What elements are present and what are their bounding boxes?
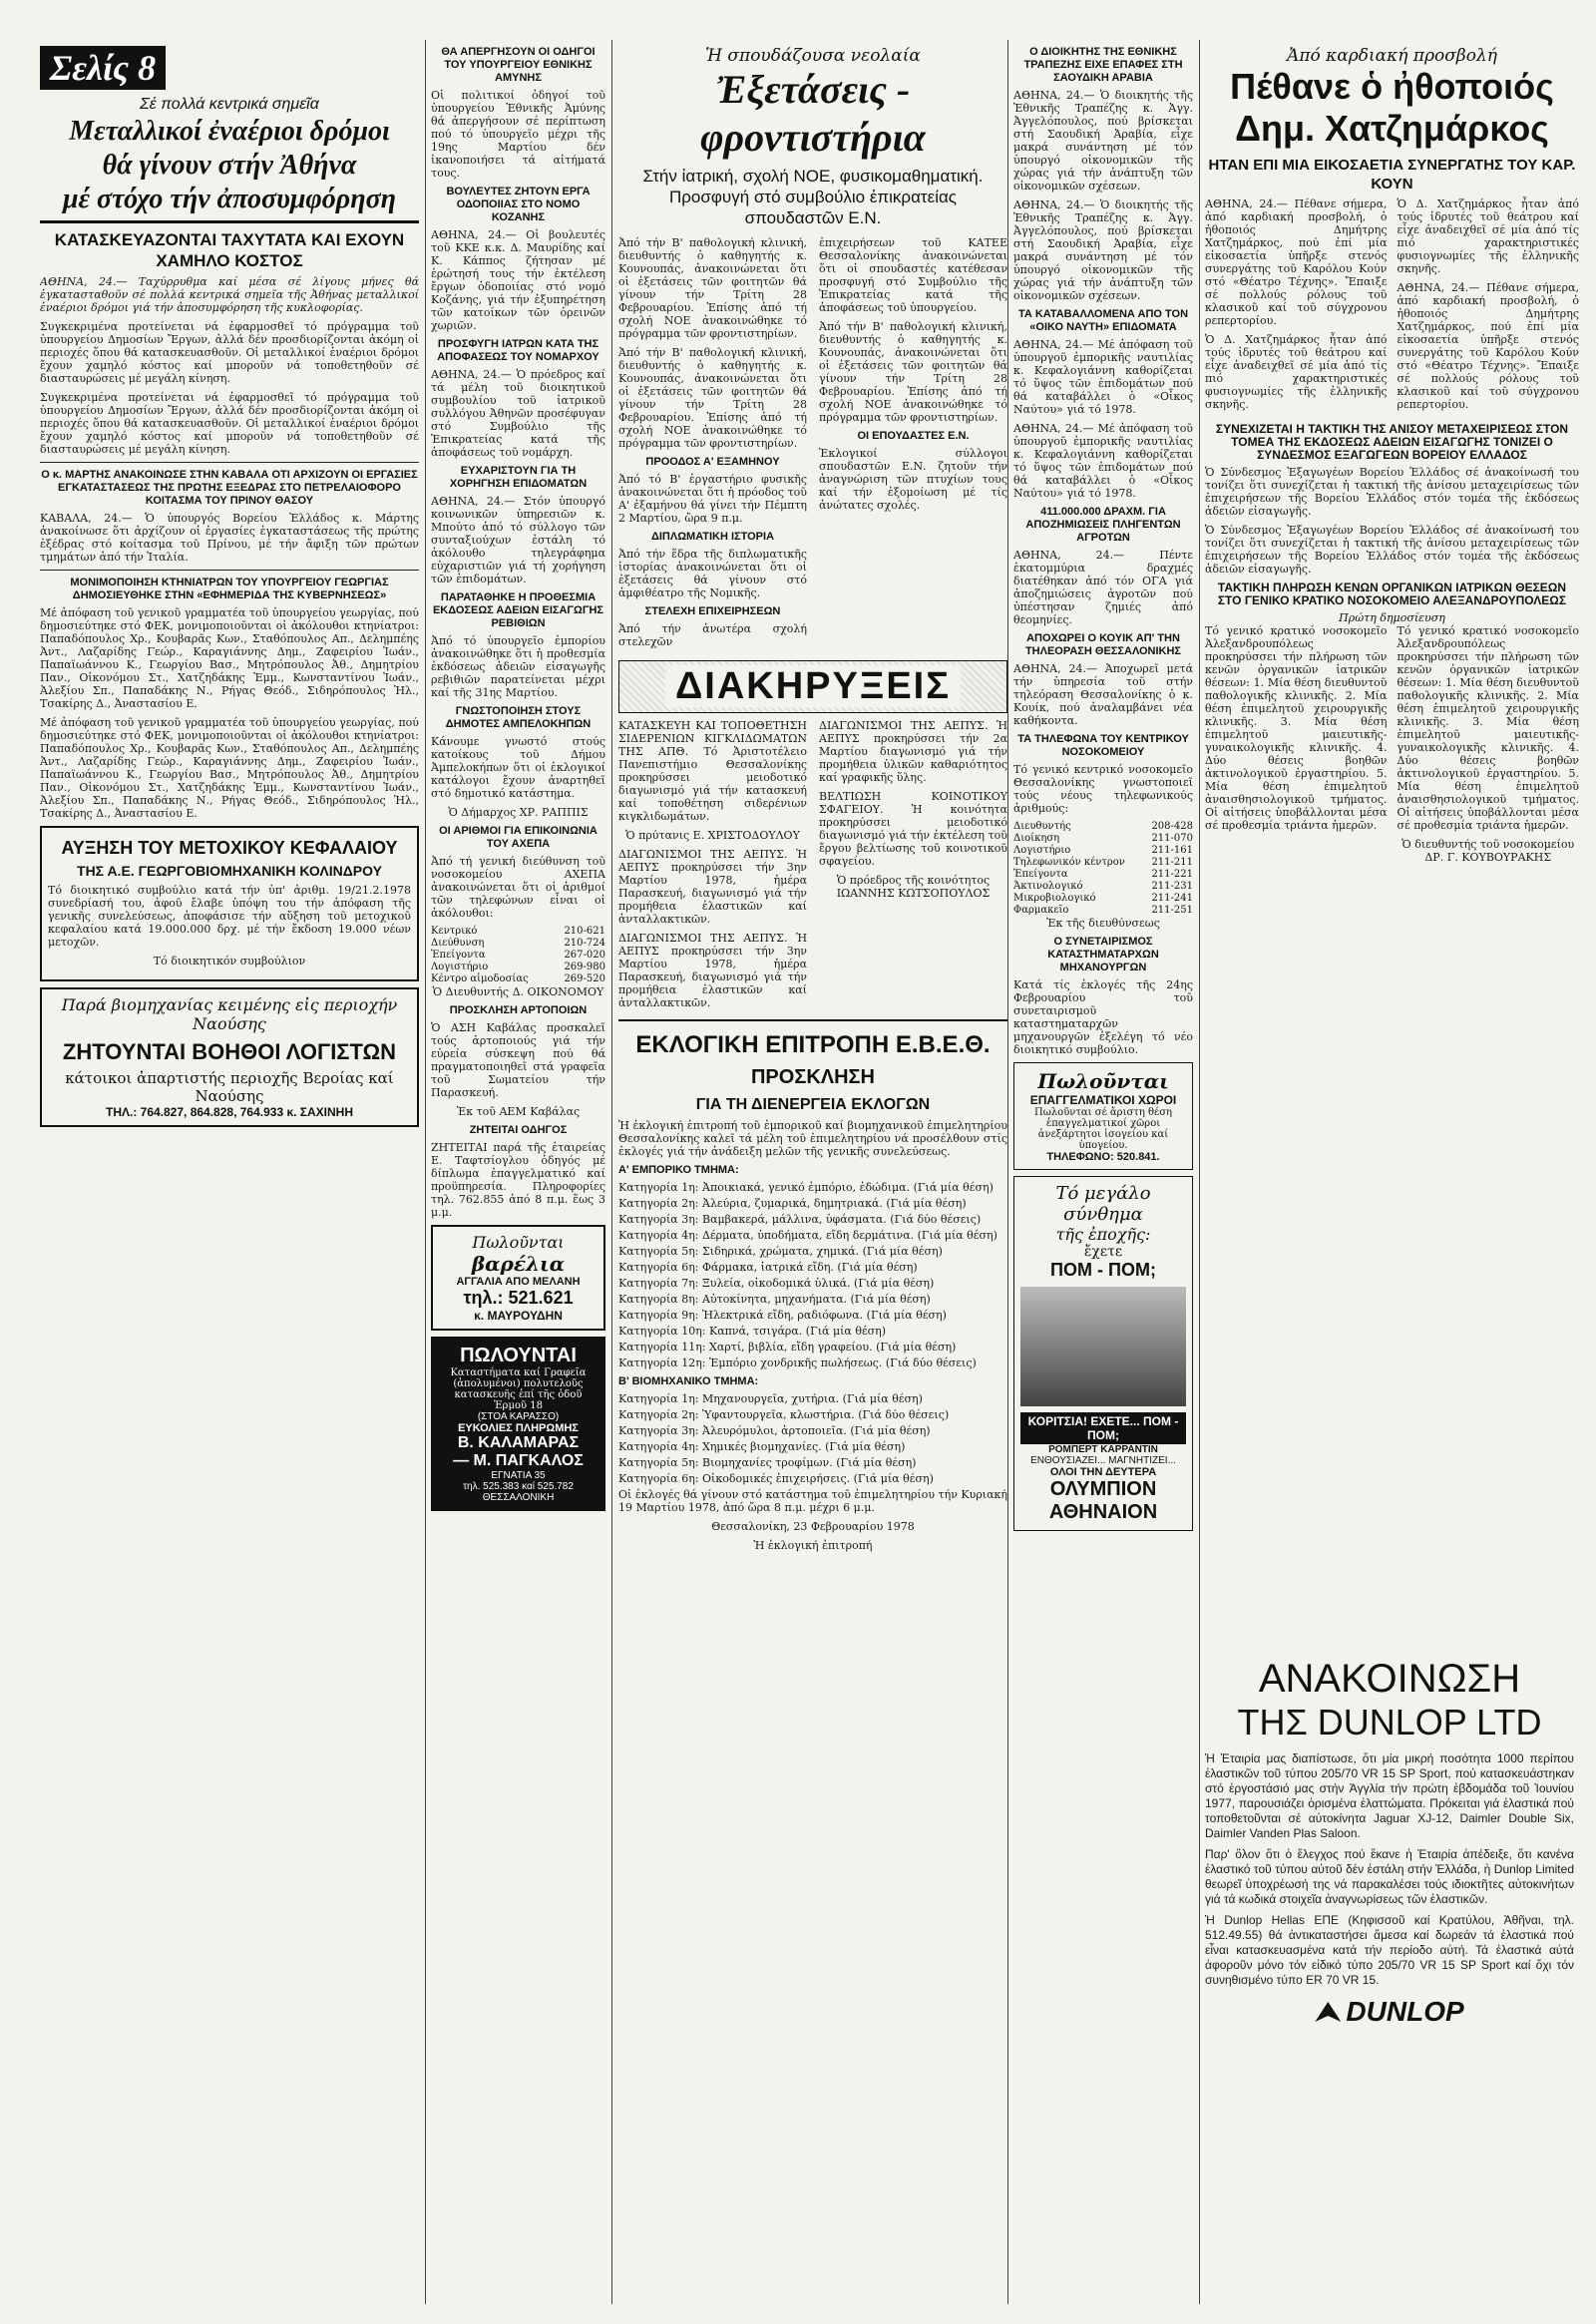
banner-text: ΔΙΑΚΗΡΥΞΕΙΣ	[665, 665, 961, 707]
phone-number: 210-621	[564, 926, 605, 937]
category-item: Κατηγορία 9η: Ἠλεκτρικά εἴδη, ραδιόφωνα. (Γιά μία θέση)	[618, 1309, 947, 1322]
ad-phone: τηλ. 525.383 καί 525.782	[463, 1481, 574, 1492]
ad-body: Τό διοικητικό συμβούλιο κατά τήν ὑπ' ἀριθμ. 19/21.2.1978 συνεδρίασή του, ἀφοῦ ἔλαβε ὑπόψη του τήν ἀπόφαση τῆς γενικῆς συνελεύσεως, ἀποφάσισε τήν αὔξηση τοῦ μετοχικοῦ κεφαλαίου κατά 19.000.000 δρχ. μέ τήν ἔκδοση 19.000 νέων μετοχῶν.	[48, 884, 411, 949]
ad-phone: ΤΗΛ.: 764.827, 864.828, 764.933 κ. ΣΑΧΙΝΗΗ	[105, 1105, 354, 1119]
notice-sign: Ἡ ἐκλογική ἐπιτροπή	[753, 1539, 873, 1552]
phone-row	[1013, 845, 1193, 857]
phone-label: Ἀκτινολογικό	[1013, 881, 1083, 892]
category-list	[618, 1392, 1007, 1485]
ad-line: ΕΓΝΑΤΙΑ 35	[491, 1470, 546, 1481]
ad-line: ΡΟΜΠΕΡΤ ΚΑΡΡΑΝΤΙΝ	[1048, 1444, 1158, 1455]
phone-row	[1013, 833, 1193, 845]
phone-number: 211-251	[1151, 905, 1193, 916]
ad-line: — Μ. ΠΑΓΚΑΛΟΣ	[453, 1452, 584, 1469]
headline-line: Μεταλλικοί ἐναέριοι δρόμοι	[69, 116, 390, 147]
headline-line: Πέθανε ὁ ἠθοποιός	[1230, 66, 1554, 107]
headline-line: Δημ. Χατζημάρκος	[1235, 108, 1549, 149]
story-body: Τό γενικό κρατικό νοσοκομεῖο Ἀλεξανδρουπόλεως προκηρύσσει τήν πλήρωση τῶν κενῶν ὀργανικῶν ἰατρικῶν θέσεων: 1. Μία θέση διευθυντοῦ παθολογικῆς κλινικῆς. 2. Μία θέση ἐπιμελητοῦ χειρουργικῆς κλινικῆς. 3. Μία θέση ἐπιμελητοῦ μαιευτικῆς-γυναικολογικῆς κλινικῆς. 4. Δύο θέσεις βοηθῶν ἀκτινολογικοῦ ἐργαστηρίου. 5. Μία θέση ἐπιμελητοῦ ἀναισθησιολογικοῦ τμήματος. Οἱ αἰτήσεις ὑποβάλλονται μέσα σέ προθεσμία τριάντα ἡμερῶν.	[1396, 624, 1579, 832]
phone-label: Μικροβιολογικό	[1013, 893, 1096, 904]
phone-number: 269-520	[564, 973, 605, 984]
story-headline: ΠΡΟΣΦΥΓΗ ΙΑΤΡΩΝ ΚΑΤΑ ΤΗΣ ΑΠΟΦΑΣΕΩΣ ΤΟΥ ΝΟΜΑΡΧΟΥ	[437, 338, 599, 363]
story-body: ΑΘΗΝΑ, 24.— Μέ ἀπόφαση τοῦ ὑπουργοῦ ἐμπορικῆς ναυτιλίας κ. Κεφαλογιάννη καθορίζεται τό ὕψος τῶν ἐπιδομάτων πού θά καταβάλλει ὁ «Οἶκος Ναύτου» γιά τό 1978.	[1013, 338, 1193, 416]
story-headline: ΜΟΝΙΜΟΠΟΙΗΣΗ ΚΤΗΝΙΑΤΡΩΝ ΤΟΥ ΥΠΟΥΡΓΕΙΟΥ ΓΕΩΡΓΙΑΣ ΔΗΜΟΣΙΕΥΘΗΚΕ ΣΤΗΝ «ΕΦΗΜΕΡΙΔΑ ΤΗΣ ΚΥΒΕΡΝΗΣΕΩΣ»	[70, 577, 389, 601]
category-list	[618, 1181, 1007, 1369]
section-heading: ΣΤΕΛΕΧΗ ΕΠΙΧΕΙΡΗΣΕΩΝ	[644, 605, 781, 617]
phone-list	[431, 926, 605, 985]
column-rule	[1199, 40, 1200, 2304]
story-headline: ΖΗΤΕΙΤΑΙ ΟΔΗΓΟΣ	[469, 1124, 568, 1136]
phone-row	[1013, 881, 1193, 893]
sub-column	[1397, 624, 1580, 870]
phone-label: Ἐπείγοντα	[1013, 869, 1068, 880]
phone-number: 211-221	[1151, 869, 1193, 880]
section-body: Ἀπό τήν ἕδρα τῆς διπλωματικῆς ἱστορίας ἀνακοινώνεται ὅτι οἱ ἐξετάσεις θά γίνουν στό ἀμφιθέατρο τῆς Νομικῆς.	[618, 548, 807, 599]
ad-line: ἔχετε	[1083, 1244, 1123, 1260]
phone-row	[431, 950, 605, 962]
ad-line: ΖΗΤΟΥΝΤΑΙ ΒΟΗΘΟΙ ΛΟΓΙΣΤΩΝ	[62, 1039, 397, 1064]
sub-column	[618, 719, 807, 1015]
sub-column	[819, 719, 1007, 1015]
story-body: ΑΘΗΝΑ, 24.— Πέντε ἑκατομμύρια δραχμές διατέθηκαν ἀπό τόν ΟΓΑ γιά ἀποζημιώσεις ἀγροτῶν πού ὑπέστησαν ζημιές ἀπό θεομηνίες.	[1013, 549, 1193, 626]
sub-column	[1205, 197, 1388, 417]
ad-line: ΠΩΛΟΥΝΤΑΙ	[460, 1345, 577, 1366]
divider	[40, 462, 419, 463]
phone-row	[431, 973, 605, 985]
ad-phone: ΤΗΛΕΦΩΝΟ: 520.841.	[1046, 1151, 1160, 1163]
ad-pompom-movie	[1013, 1176, 1193, 1531]
story-body: Κάνουμε γνωστό στούς κατοίκους τοῦ Δήμου Ἀμπελοκήπων ὅτι οἱ ἐκλογικοί κατάλογοι ἔχουν ἀναρτηθεῖ στό δημοτικό κατάστημα.	[431, 735, 605, 800]
story-headline: ΟΙ ΑΡΙΘΜΟΙ ΓΙΑ ΕΠΙΚΟΙΝΩΝΙΑ ΤΟΥ ΑΧΕΠΑ	[439, 825, 598, 850]
ad-line: ΟΛΟΙ ΤΗΝ ΔΕΥΤΕΡΑ	[1049, 1466, 1157, 1478]
ad-line: Β. ΚΑΛΑΜΑΡΑΣ	[457, 1434, 580, 1451]
phone-number: 211-161	[1151, 845, 1193, 856]
story-body: Ὁ ΑΣΗ Καβάλας προσκαλεῖ τούς ἀρτοποιούς γιά τήν εὐρεία σύσκεψη πού θά πραγματοποιηθεῖ στά γραφεῖα τοῦ Σωματείου τήν Παρασκευή.	[431, 1021, 605, 1099]
story-headline: ΘΑ ΑΠΕΡΓΗΣΟΥΝ ΟΙ ΟΔΗΓΟΙ ΤΟΥ ΥΠΟΥΡΓΕΙΟΥ ΕΘΝΙΚΗΣ ΑΜΥΝΗΣ	[441, 46, 596, 84]
category-item: Κατηγορία 7η: Ξυλεία, οἰκοδομικά ὑλικά. (Γιά μία θέση)	[618, 1277, 935, 1290]
ad-barrels	[431, 1225, 605, 1331]
ad-line: κ. ΜΑΥΡΟΥΔΗΝ	[474, 1309, 563, 1323]
story-headline: ΒΟΥΛΕΥΤΕΣ ΖΗΤΟΥΝ ΕΡΓΑ ΟΔΟΠΟΙΙΑΣ ΣΤΟ ΝΟΜΟ ΚΟΖΑΝΗΣ	[446, 186, 591, 223]
subhead: ΚΑΤΑΣΚΕΥΑΖΟΝΤΑΙ ΤΑΧΥΤΑΤΑ ΚΑΙ ΕΧΟΥΝ ΧΑΜΗΛΟ ΚΟΣΤΟΣ	[54, 230, 405, 270]
category-item: Κατηγορία 10η: Καπνά, τσιγάρα. (Γιά μία θέση)	[618, 1325, 887, 1338]
phone-number: 211-211	[1151, 857, 1193, 868]
story-headline: ΠΑΡΑΤΑΘΗΚΕ Η ΠΡΟΘΕΣΜΙΑ ΕΚΔΟΣΕΩΣ ΑΔΕΙΩΝ ΕΙΣΑΓΩΓΗΣ ΡΕΒΙΘΙΩΝ	[432, 591, 604, 629]
category-item: Κατηγορία 2η: Ὑφαντουργεῖα, κλωστήρια. (Γιά δύο θέσεις)	[618, 1408, 950, 1421]
story-body: ΑΘΗΝΑ, 24.— Οἱ βουλευτές τοῦ ΚΚΕ κ.κ. Δ. Μαυρίδης καί Κ. Κάππος ζήτησαν μέ ἐρώτησή τους τήν ἐκτέλεση ἔργων ὁδοποιίας στό νομό Κοζάνης, γιά τήν ἐξυπηρέτηση τῶν κατοίκων τῶν ὀρεινῶν χωριῶν.	[431, 228, 605, 332]
category-item: Κατηγορία 3η: Ἀλευρόμυλοι, ἀρτοποιεῖα. (Γιά μία θέση)	[618, 1424, 931, 1437]
category-item: Κατηγορία 8η: Αὐτοκίνητα, μηχανήματα. (Γιά μία θέση)	[618, 1293, 931, 1306]
category-item: Κατηγορία 4η: Δέρματα, ὑποδήματα, εἴδη δερμάτινα. (Γιά μία θέση)	[618, 1229, 998, 1242]
section-heading: Β' ΒΙΟΜΗΧΑΝΙΚΟ ΤΜΗΜΑ:	[618, 1375, 759, 1387]
story-body: ΖΗΤΕΙΤΑΙ παρά τῆς ἑταιρείας Ε. Ταφτσίογλου ὁδηγός μέ δίπλωμα ἐπαγγελματικό καί προϋπηρεσία. Πληροφορίες τηλ. 762.855 ἀπό 8 π.μ. ἕως 3 μ.μ.	[431, 1141, 605, 1219]
story-headline: Ο ΣΥΝΕΤΑΙΡΙΣΜΟΣ ΚΑΤΑΣΤΗΜΑΤΑΡΧΩΝ ΜΗΧΑΝΟΥΡΓΩΝ	[1047, 936, 1159, 973]
ad-line: ΠΟΜ - ΠΟΜ;	[1050, 1260, 1156, 1280]
ad-title: ΑΝΑΚΟΙΝΩΣΗ	[1258, 1657, 1521, 1701]
story-sign: Ὁ Διευθυντής Δ. ΟΙΚΟΝΟΜΟΥ	[432, 985, 604, 998]
phone-label: Ἐπείγοντα	[431, 950, 486, 961]
phone-label: Διοίκηση	[1013, 833, 1060, 844]
story-sign: Ὁ διευθυντής τοῦ νοσοκομείου ΔΡ. Γ. ΚΟΥΒΟΥΡΑΚΗΣ	[1401, 838, 1575, 864]
story-headline: ΕΥΧΑΡΙΣΤΟΥΝ ΓΙΑ ΤΗ ΧΟΡΗΓΗΣΗ ΕΠΙΔΟΜΑΤΩΝ	[449, 465, 588, 490]
sub-column	[819, 236, 1007, 654]
two-column-body	[1205, 197, 1579, 417]
tender-notice: ΔΙΑΓΩΝΙΣΜΟΙ ΤΗΣ ΑΕΠΥΣ. Ἡ ΑΕΠΥΣ προκηρύσσει τήν 3ην Μαρτίου 1978, ἡμέρα Παρασκευή, διαγωνισμό γιά τήν προμήθεια ἐλαστικῶν καί ἀνταλλακτικῶν.	[618, 848, 807, 926]
column-5	[1205, 46, 1579, 870]
phone-number: 208-428	[1151, 821, 1193, 832]
story-headline: ΓΝΩΣΤΟΠΟΙΗΣΗ ΣΤΟΥΣ ΔΗΜΟΤΕΣ ΑΜΠΕΛΟΚΗΠΩΝ	[445, 705, 592, 730]
tender-sign: Ὁ πρόεδρος τῆς κοινότητος ΙΩΑΝΝΗΣ ΚΩΤΣΟΠΟΥΛΟΣ	[836, 874, 991, 900]
phone-label: Λογιστήριο	[1013, 845, 1071, 856]
ad-line: ΟΛΥΜΠΙΟΝ	[1049, 1478, 1157, 1500]
phone-label: Διευθυντής	[1013, 821, 1071, 832]
divider	[40, 570, 419, 571]
story-body: Ὁ Σύνδεσμος Ἐξαγωγέων Βορείου Ἑλλάδος σέ ἀνακοίνωσή του τονίζει ὅτι συνεχίζεται ἡ τακτική τῆς ἀνίσου μεταχειρίσεως τῶν ἐπιχειρήσεων τῆς Βορείου Ἑλλάδος στόν τομέα τῆς ἐκδόσεως ἀδειῶν εἰσαγωγῆς.	[1205, 524, 1579, 576]
section-body: Ἀπό τό Β' ἐργαστήριο φυσικῆς ἀνακοινώνεται ὅτι ἡ πρόοδος τοῦ Α' ἐξαμήνου θά γίνει τήν Πέμπτη 2 Μαρτίου, ὥρα 9 π.μ.	[618, 473, 807, 525]
notice-subtitle: ΓΙΑ ΤΗ ΔΙΕΝΕΡΓΕΙΑ ΕΚΛΟΓΩΝ	[695, 1096, 931, 1113]
two-column-body	[618, 236, 1007, 654]
story-headline: ΠΡΟΣΚΛΗΣΗ ΑΡΤΟΠΟΙΩΝ	[449, 1004, 588, 1016]
phone-label: Κεντρικό	[431, 926, 478, 937]
ad-line: ΑΘΗΝΑΙΟΝ	[1048, 1501, 1158, 1523]
ad-shops-sale	[431, 1337, 605, 1511]
ad-line: βαρέλια	[471, 1252, 566, 1276]
article-body: ΑΘΗΝΑ, 24.— Πέθανε σήμερα, ἀπό καρδιακή προσβολή, ὁ ἠθοποιός Δημήτρης Χατζημάρκος, πού ἐπί μία εἰκοσαετία ὑπῆρξε στενός συνεργάτης τοῦ Καρόλου Κούν στό «Θέατρο Τέχνης». Ἔπαιξε σέ πολλούς ρόλους τοῦ κλασικοῦ καί τοῦ σύγχρονου ρεπερτορίου.	[1396, 281, 1579, 411]
section-heading: ΟΙ ΕΠΟΥΔΑΣΤΕΣ Ε.Ν.	[857, 430, 970, 442]
story-body: Ἀπό τό ὑπουργεῖο ἐμπορίου ἀνακοινώθηκε ὅτι ἡ προθεσμία ἐκδόσεως ἀδειῶν εἰσαγωγῆς ρεβιθιῶν παρατείνεται μέχρι καί τῆς 31ης Μαρτίου.	[431, 634, 605, 699]
ad-capital-increase	[40, 826, 419, 981]
phone-row	[1013, 893, 1193, 905]
story-body: Κατά τίς ἐκλογές τῆς 24ης Φεβρουαρίου τοῦ συνεταιρισμοῦ καταστηματαρχῶν μηχανουργῶν ἐξελέγη τό νέο διοικητικό συμβούλιο.	[1013, 978, 1193, 1056]
category-item: Κατηγορία 1η: Ἀποικιακά, γενικό ἐμπόριο, ἐδώδιμα. (Γιά μία θέση)	[618, 1181, 994, 1194]
tender-notice: ΔΙΑΓΩΝΙΣΜΟΙ ΤΗΣ ΑΕΠΥΣ. Ἡ ΑΕΠΥΣ προκηρύσσει τήν 3ην Μαρτίου 1978, ἡμέρα Παρασκευή, διαγωνισμό γιά τήν προμήθεια ἐλαστικῶν καί ἀνταλλακτικῶν.	[618, 932, 807, 1009]
phone-row	[431, 926, 605, 938]
story-body: Μέ ἀπόφαση τοῦ γενικοῦ γραμματέα τοῦ ὑπουργείου γεωργίας, πού δημοσιεύτηκε στό ΦΕΚ, μονιμοποιοῦνται οἱ ἀκόλουθοι κτηνίατροι: Παπαδόπουλος Χρ., Κουβαρᾶς Κων., Σταθόπουλος Απ., Δελημπέης Ἀντ., Λαζαρίδης Γεώρ., Καραγιάννης Δημ., Ζαφειρίου Ἰωάν., Παπαϊωάννου Κ., Γεωργίου Βασ., Μητρόπουλος Ἀθ., Δημητρίου Παν., Οἰκονόμου Στ., Χατζηδάκης Ἐμμ., Κωνσταντίνου Ἰωάν., Ἀλεξίου Σπ., Παπαδάκης Ν., Ρήγας Θεόδ., Σιδηρόπουλος Ἠλ., Τσακίρης Δ., Ἀναστασίου Ε.	[40, 716, 419, 820]
ad-body: Ἡ Dunlop Hellas ΕΠΕ (Κηφισσοῦ καί Κρατύλου, Ἀθῆναι, τηλ. 512.49.55) θά ἀντικαταστήσει ἄμεσα καί δωρεάν τά ἐλαστικά πού εἶναι κατασκευασμένα κατά τήν περίοδο αὐτή. Τά ἐλαστικά αὐτά ἀφοροῦν μόνο τόν εἰδικό τύπο 205/70 VR 15 SP Sport καί ὄχι τόν συνηθισμένο τύπο ER 70 VR 15.	[1205, 1913, 1574, 1987]
ad-phone: τηλ.: 521.621	[463, 1288, 574, 1308]
category-item: Κατηγορία 5η: Σιδηρικά, χρώματα, χημικά. (Γιά μία θέση)	[618, 1245, 943, 1258]
story-body: ΚΑΒΑΛΑ, 24.— Ὁ ὑπουργός Βορείου Ἑλλάδος κ. Μάρτης ἀνακοίνωσε ὅτι ἀρχίζουν οἱ ἐργασίες ἐγκαταστάσεως τῆς πρώτης ἐξέδρας στό κοίτασμα τοῦ Πρίνου, μέ τήν ἄφιξη τῶν πρώτων τμημάτων ἀπό τήν Ἰταλία.	[40, 512, 419, 564]
ad-line: ΕΥΚΟΛΙΕΣ ΠΛΗΡΩΜΗΣ	[458, 1422, 579, 1434]
sub-column	[1205, 624, 1388, 870]
sub-column	[618, 236, 807, 654]
ad-line: ΕΠΑΓΓΕΛΜΑΤΙΚΟΙ ΧΩΡΟΙ	[1029, 1093, 1177, 1107]
phone-row	[1013, 869, 1193, 881]
ad-shop-space	[1013, 1062, 1193, 1170]
story-kicker: Πρώτη δημοσίευση	[1339, 611, 1445, 624]
ad-body: Παρ' ὅλον ὅτι ὁ ἔλεγχος πού ἔκανε ἡ Ἑταιρία ἀπέδειξε, ὅτι κανένα ἐλαστικό τοῦ τύπου αὐτοῦ δέν ἐστάλη στήν Ἑλλάδα, ἡ Dunlop Limited θεωρεῖ ὑποχρέωσή της νά παρακαλέσει τούς ιδιοκτῆτες αὐτοκινήτων γιά τά κωδικά στοιχεῖα ἀναγνωρίσεως τῶν ἐλαστικῶν.	[1205, 1847, 1574, 1906]
ebeth-notice	[618, 1019, 1007, 1552]
section-body: Ἀπό τήν ἀνωτέρα σχολή στελεχῶν	[618, 622, 807, 648]
story-headline: Ο κ. ΜΑΡΤΗΣ ΑΝΑΚΟΙΝΩΣΕ ΣΤΗΝ ΚΑΒΑΛΑ ΟΤΙ ΑΡΧΙΖΟΥΝ ΟΙ ΕΡΓΑΣΙΕΣ ΕΓΚΑΤΑΣΤΑΣΕΩΣ ΤΗΣ ΠΡΩΤΗΣ ΕΞΕΔΡΑΣ ΣΤΟ ΠΕΤΡΕΛΑΙΟΦΟΡΟ ΚΟΙΤΑΣΜΑ ΤΟΥ ΠΡΙΝΟΥ ΘΑΣΟΥ	[41, 469, 418, 507]
column-2	[431, 40, 605, 1517]
category-item: Κατηγορία 1η: Μηχανουργεῖα, χυτήρια. (Γιά μία θέση)	[618, 1392, 923, 1405]
ad-line: Παρά βιομηχανίας κειμένης εἰς περιοχήν Ναούσης	[61, 995, 398, 1033]
story-body: Ἀπό τή γενική διεύθυνση τοῦ νοσοκομείου ΑΧΕΠΑ ἀνακοινώνεται ὅτι οἱ ἀριθμοί τῶν τηλεφώνων εἶναι οἱ ἀκόλουθοι:	[431, 855, 605, 920]
story-body: ΑΘΗΝΑ, 24.— Ὁ διοικητής τῆς Ἐθνικῆς Τραπέζης κ. Ἀγγ. Ἀγγελόπουλος, πού βρίσκεται στή Σαουδική Ἀραβία, εἶχε μακρά συνάντηση μέ τόν ὑπουργό οἰκονομικῶν τῆς χώρας γιά τήν ἀνάπτυξη τῶν οἰκονομικῶν σχέσεων.	[1013, 89, 1193, 193]
ad-line: Πωλοῦνται	[472, 1233, 565, 1252]
ad-line: ΑΓΓΑΛΙΑ ΑΠΟ ΜΕΛΑΝΗ	[456, 1276, 581, 1288]
story-body: Τό γενικό κρατικό νοσοκομεῖο Ἀλεξανδρουπόλεως προκηρύσσει τήν πλήρωση τῶν κενῶν ὀργανικῶν ἰατρικῶν θέσεων: 1. Μία θέση διευθυντοῦ παθολογικῆς κλινικῆς. 2. Μία θέση ἐπιμελητοῦ χειρουργικῆς κλινικῆς. 3. Μία θέση ἐπιμελητοῦ μαιευτικῆς-γυναικολογικῆς κλινικῆς. 4. Δύο θέσεις βοηθῶν ἀκτινολογικοῦ ἐργαστηρίου. 5. Μία θέση ἐπιμελητοῦ ἀναισθησιολογικοῦ τμήματος. Οἱ αἰτήσεις ὑποβάλλονται μέσα σέ προθεσμία τριάντα ἡμερῶν.	[1205, 624, 1388, 832]
phone-number: 211-231	[1151, 881, 1193, 892]
kicker: Σέ πολλά κεντρικά σημεῖα	[140, 96, 319, 113]
ad-line: Πωλοῦνται σέ ἄριστη θέση ἐπαγγελματικοί χῶροι ἀνεξάρτητοι ἰσογείου καί ὑπογείου.	[1033, 1107, 1173, 1151]
story-headline: ΑΠΟΧΩΡΕΙ Ο ΚΟΥΙΚ ΑΠ' ΤΗΝ ΤΗΛΕΟΡΑΣΗ ΘΕΣΣΑΛΟΝΙΚΗΣ	[1024, 632, 1182, 657]
category-item: Κατηγορία 2η: Ἀλεύρια, ζυμαρικά, δημητριακά. (Γιά μία θέση)	[618, 1197, 967, 1210]
ad-line: τῆς ἐποχῆς:	[1055, 1225, 1151, 1244]
story-sign: Ὁ Δήμαρχος ΧΡ. ΡΑΠΠΙΣ	[448, 806, 589, 819]
ad-line: Πωλοῦνται	[1037, 1069, 1169, 1093]
phone-number: 211-241	[1151, 893, 1193, 904]
column-4	[1013, 40, 1193, 1537]
phone-label: Λογιστήριο	[431, 962, 489, 972]
category-item: Κατηγορία 5η: Βιομηχανίες τροφίμων. (Γιά μία θέση)	[618, 1456, 917, 1469]
column-rule	[425, 40, 426, 2304]
story-headline: ΤΑ ΤΗΛΕΦΩΝΑ ΤΟΥ ΚΕΝΤΡΙΚΟΥ ΝΟΣΟΚΟΜΕΙΟΥ	[1017, 733, 1189, 758]
phone-list	[1013, 821, 1193, 917]
article-body: Ἀπό τήν Β' παθολογική κλινική, διευθυντής ὁ καθηγητής κ. Κουνουπάς, ἀνακοινώνεται ὅτι οἱ ἐξετάσεις τῶν φοιτητῶν θά γίνουν τήν Τρίτη 28 Φεβρουαρίου. Ἐπίσης ἀπό τή σχολή ΝΟΕ ἀνακοινώθηκε τό πρόγραμμα τῶν φροντιστηρίων.	[618, 236, 807, 340]
ad-line: ΚΟΡΙΤΣΙΑ! ΕΧΕΤΕ... ΠΟΜ - ΠΟΜ;	[1020, 1412, 1186, 1444]
article-body: Συγκεκριμένα προτείνεται νά ἐφαρμοσθεῖ τό πρόγραμμα τοῦ ὑπουργείου Δημοσίων Ἔργων, ἀλλά δέν προσδιορίζονται ἀκόμη οἱ περιοχές ὅπου θά κατασκευασθοῦν. Οἱ μεταλλικοί ἐναέριοι δρόμοι ἔχουν χαμηλό κόστος καί μποροῦν νά τοποθετηθοῦν σέ διασταυρώσεις μέ μεγάλη κίνηση.	[40, 391, 419, 456]
ad-accountants	[40, 987, 419, 1127]
phone-number: 267-020	[564, 950, 605, 961]
story-sign: Ἐκ τοῦ ΑΕΜ Καβάλας	[456, 1105, 581, 1118]
dunlop-ad	[1205, 1656, 1574, 2274]
article-body: ΑΘΗΝΑ, 24.— Πέθανε σήμερα, ἀπό καρδιακή προσβολή, ὁ ἠθοποιός Δημήτρης Χατζημάρκος, πού ἐπί μία εἰκοσαετία ὑπῆρξε στενός συνεργάτης τοῦ Καρόλου Κούν στό «Θέατρο Τέχνης». Ἔπαιξε σέ πολλούς ρόλους τοῦ κλασικοῦ καί τοῦ σύγχρονου ρεπερτορίου.	[1205, 197, 1388, 327]
article-body: Ἀπό τήν Β' παθολογική κλινική, διευθυντής ὁ καθηγητής κ. Κουνουπάς, ἀνακοινώνεται ὅτι οἱ ἐξετάσεις τῶν φοιτητῶν θά γίνουν τήν Τρίτη 28 Φεβρουαρίου. Ἐπίσης ἀπό τή σχολή ΝΟΕ ἀνακοινώθηκε τό πρόγραμμα τῶν φροντιστηρίων.	[819, 320, 1007, 424]
ad-sign: Τό διοικητικόν συμβούλιον	[153, 955, 306, 968]
notice-subtitle: ΠΡΟΣΚΛΗΣΗ	[750, 1066, 875, 1088]
story-headline: ΣΥΝΕΧΙΖΕΤΑΙ Η ΤΑΚΤΙΚΗ ΤΗΣ ΑΝΙΣΟΥ ΜΕΤΑΧΕΙΡΙΣΕΩΣ ΣΤΟΝ ΤΟΜΕΑ ΤΗΣ ΕΚΔΟΣΕΩΣ ΑΔΕΙΩΝ ΕΙΣΑΓΩΓΗΣ ΤΟΝΙΖΕΙ Ο ΣΥΝΔΕΣΜΟΣ ΕΞΑΓΩΓΕΩΝ ΒΟΡΕΙΟΥ ΕΛΛΑΔΟΣ	[1215, 422, 1569, 462]
ad-line: ΕΝΘΟΥΣΙΑΖΕΙ... ΜΑΓΝΗΤΙΖΕΙ...	[1030, 1455, 1176, 1466]
article-body: Ὁ Δ. Χατζημάρκος ἦταν ἀπό τούς ἱδρυτές τοῦ θεάτρου καί εἶχε ἀναδειχθεῖ σέ μία ἀπό τίς πιό χαρακτηριστικές φυσιογνωμίες τῆς ἑλληνικῆς σκηνῆς.	[1396, 197, 1579, 275]
main-headline: Ἐξετάσεις - φροντιστήρια	[700, 67, 926, 160]
headline-line: θά γίνουν στήν Ἀθήνα	[102, 150, 357, 181]
phone-label: Φαρμακεῖο	[1013, 905, 1069, 916]
ad-body: Ἡ Ἑταιρία μας διαπίστωσε, ὅτι μία μικρή ποσότητα 1000 περίπου ἐλαστικῶν τοῦ τύπου 205/70 VR 15 SP Sport, πού κατασκευάστηκαν στό ἐργοστάσιό μας στήν Ἀγγλία τήν πρώτη ἑβδομάδα τοῦ Ἰουνίου 1977, παρουσιάζει ὁρισμένα ἐλαττώματα. Πρόκειται γιά ἐλαστικά πού τοποθετοῦνται σέ αὐτοκίνητα Jaguar XJ-12, Daimler Double Six, Daimler Vanden Plas Saloon.	[1205, 1751, 1574, 1840]
article-body: Ἀπό τήν Β' παθολογική κλινική, διευθυντής ὁ καθηγητής κ. Κουνουπάς, ἀνακοινώνεται ὅτι οἱ ἐξετάσεις τῶν φοιτητῶν θά γίνουν τήν Τρίτη 28 Φεβρουαρίου. Ἐπίσης ἀπό τή σχολή ΝΟΕ ἀνακοινώθηκε τό πρόγραμμα τῶν φροντιστηρίων.	[618, 346, 807, 450]
tenders-body	[618, 719, 1007, 1015]
phone-label: Κέντρο αἱμοδοσίας	[431, 973, 529, 984]
story-sign: Ἐκ τῆς διευθύνσεως	[1046, 917, 1160, 930]
phone-row	[1013, 857, 1193, 869]
notice-title: ΕΚΛΟΓΙΚΗ ΕΠΙΤΡΟΠΗ Ε.Β.Ε.Θ.	[635, 1031, 991, 1058]
section-heading: ΠΡΟΟΔΟΣ Α' ΕΞΑΜΗΝΟΥ	[645, 456, 780, 468]
story-body: Οἱ πολιτικοί ὁδηγοί τοῦ ὑπουργείου Ἐθνικῆς Ἀμύνης θά ἀπεργήσουν σέ περίπτωση πού τό ὑπουργεῖο μέχρι τῆς 19ης Μαρτίου δέν ἱκανοποιήσει τά αἰτήματά τους.	[431, 89, 605, 180]
ad-line: κάτοικοι ἀπαρτιστής περιοχῆς Βεροίας καί Ναούσης	[65, 1069, 394, 1105]
phone-label: Τηλεφωνικόν κέντρον	[1013, 857, 1125, 868]
story-body: ΑΘΗΝΑ, 24.— Ὁ διοικητής τῆς Ἐθνικῆς Τραπέζης κ. Ἀγγ. Ἀγγελόπουλος, πού βρίσκεται στή Σαουδική Ἀραβία, εἶχε μακρά συνάντηση μέ τόν ὑπουργό οἰκονομικῶν τῆς χώρας γιά τήν ἀνάπτυξη τῶν οἰκονομικῶν σχέσεων.	[1013, 198, 1193, 302]
two-column-body	[1205, 624, 1579, 870]
notice-outro: Οἱ ἐκλογές θά γίνουν στό κατάστημα τοῦ ἐπιμελητηρίου τήν Κυριακή 19 Μαρτίου 1978, ἀπό ὥρα 8 π.μ. μέχρι 6 μ.μ.	[618, 1488, 1007, 1514]
main-headline	[1205, 66, 1579, 150]
article-body: Συγκεκριμένα προτείνεται νά ἐφαρμοσθεῖ τό πρόγραμμα τοῦ ὑπουργείου Δημοσίων Ἔργων, ἀλλά δέν προσδιορίζονται ἀκόμη οἱ περιοχές ὅπου θά κατασκευασθοῦν. Οἱ μεταλλικοί ἐναέριοι δρόμοι ἔχουν χαμηλό κόστος καί μποροῦν νά τοποθετηθοῦν σέ διασταυρώσεις μέ μεγάλη κίνηση.	[40, 320, 419, 385]
phone-label: Διεύθυνση	[431, 938, 485, 949]
phone-row	[1013, 821, 1193, 833]
category-item: Κατηγορία 11η: Χαρτί, βιβλία, εἴδη γραφείου. (Γιά μία θέση)	[618, 1341, 957, 1354]
movie-poster-image	[1020, 1287, 1186, 1406]
ad-line: Τό μεγάλο σύνθημα	[1055, 1183, 1151, 1225]
article-body: ἐπιχειρήσεων τοῦ ΚΑΤΕΕ Θεσσαλονίκης ἀνακοινώνεται ὅτι οἱ σπουδαστές κατέθεσαν προσφυγή στό Συμβούλιο τῆς Ἐπικρατείας κατά τῆς ἀποφάσεως τοῦ ὑπουργείου.	[819, 236, 1007, 314]
story-body: Μέ ἀπόφαση τοῦ γενικοῦ γραμματέα τοῦ ὑπουργείου γεωργίας, πού δημοσιεύτηκε στό ΦΕΚ, μονιμοποιοῦνται οἱ ἀκόλουθοι κτηνίατροι: Παπαδόπουλος Χρ., Κουβαρᾶς Κων., Σταθόπουλος Απ., Δελημπέης Ἀντ., Λαζαρίδης Γεώρ., Καραγιάννης Δημ., Ζαφειρίου Ἰωάν., Παπαϊωάννου Κ., Γεωργίου Βασ., Μητρόπουλος Ἀθ., Δημητρίου Παν., Οἰκονόμου Στ., Χατζηδάκης Ἐμμ., Κωνσταντίνου Ἰωάν., Ἀλεξίου Σπ., Παπαδάκης Ν., Ρήγας Θεόδ., Σιδηρόπουλος Ἠλ., Τσακίρης Δ., Ἀναστασίου Ε.	[40, 606, 419, 710]
column-3	[618, 46, 1007, 1558]
phone-row	[431, 962, 605, 973]
phone-row	[431, 938, 605, 950]
story-headline: ΤΑ ΚΑΤΑΒΑΛΛΟΜΕΝΑ ΑΠΟ ΤΟΝ «ΟΙΚΟ ΝΑΥΤΗ» ΕΠΙΔΟΜΑΤΑ	[1017, 308, 1189, 333]
tenders-banner	[618, 660, 1007, 713]
tender-notice: ΔΙΑΓΩΝΙΣΜΟΙ ΤΗΣ ΑΕΠΥΣ. Ἡ ΑΕΠΥΣ προκηρύσσει τήν 2α Μαρτίου διαγωνισμό γιά τήν προμήθεια ὑλικῶν καθαριότητος καί γραφικῆς ὕλης.	[819, 719, 1007, 784]
ad-line: (ΣΤΟΑ ΚΑΡΑΣΣΟ)	[477, 1411, 560, 1422]
ad-title: ΤΗΣ DUNLOP LTD	[1237, 1702, 1542, 1743]
subhead: ΗΤΑΝ ΕΠΙ ΜΙΑ ΕΙΚΟΣΑΕΤΙΑ ΣΥΝΕΡΓΑΤΗΣ ΤΟΥ ΚΑΡ. ΚΟΥΝ	[1208, 157, 1576, 193]
page-number: Σελίς 8	[40, 46, 166, 90]
tender-sign: Ὁ πρύτανις Ε. ΧΡΙΣΤΟΔΟΥΛΟΥ	[625, 829, 800, 842]
lede: ΑΘΗΝΑ, 24.— Ταχύρρυθμα καί μέσα σέ λίγους μήνες θά ἐγκατασταθοῦν σέ πολλά κεντρικά σημεῖα τῆς Ἀθήνας μεταλλικοί ἐναέριοι δρόμοι γιά τήν ἀποσυμφόρηση τῆς κυκλοφορίας.	[40, 275, 419, 314]
dunlop-logo	[1205, 1996, 1574, 2028]
category-item: Κατηγορία 6η: Οἰκοδομικές ἐπιχειρήσεις. (Γιά μία θέση)	[618, 1472, 934, 1485]
column-rule	[611, 40, 612, 2304]
story-body: Τό γενικό κεντρικό νοσοκομεῖο Θεσσαλονίκης γνωστοποιεῖ τούς νέους τηλεφωνικούς ἀριθμούς:	[1013, 763, 1193, 815]
ad-company: ΤΗΣ Α.Ε. ΓΕΩΡΓΟΒΙΟΜΗΧΑΝΙΚΗ ΚΟΛΙΝΔΡΟΥ	[77, 863, 382, 879]
column-1	[40, 46, 419, 1133]
story-body: ΑΘΗΝΑ, 24.— Στόν ὑπουργό κοινωνικῶν ὑπηρεσιῶν κ. Μπούτο ἀπό τό σύλλογο τῶν συνταξιούχων ἐστάλη τό ἀκόλουθο τηλεγράφημα εὐχαριστιῶν γιά τή χορήγηση τῶν ἐπιδομάτων.	[431, 495, 605, 585]
sub-column	[1397, 197, 1580, 417]
notice-intro: Ἡ ἐκλογική ἐπιτροπή τοῦ ἐμπορικοῦ καί βιομηχανικοῦ ἐπιμελητηρίου Θεσσαλονίκης καλεῖ τά μέλη τοῦ ἐπιμελητηρίου νά προσέλθουν στίς ἐκλογές γιά τήν ἀνάδειξη μελῶν τῆς γενικῆς συνελεύσεως.	[618, 1119, 1007, 1158]
story-headline: Ο ΔΙΟΙΚΗΤΗΣ ΤΗΣ ΕΘΝΙΚΗΣ ΤΡΑΠΕΖΗΣ ΕΙΧΕ ΕΠΑΦΕΣ ΣΤΗ ΣΑΟΥΔΙΚΗ ΑΡΑΒΙΑ	[1023, 46, 1183, 84]
notice-date: Θεσσαλονίκη, 23 Φεβρουαρίου 1978	[711, 1520, 915, 1533]
phone-number: 210-724	[564, 938, 605, 949]
phone-number: 211-070	[1151, 833, 1193, 844]
category-item: Κατηγορία 12η: Ἐμπόριο χονδρικῆς πωλήσεως. (Γιά δύο θέσεις)	[618, 1356, 977, 1369]
phone-number: 269-980	[564, 962, 605, 972]
tender-notice: ΚΑΤΑΣΚΕΥΗ ΚΑΙ ΤΟΠΟΘΕΤΗΣΗ ΣΙΔΕΡΕΝΙΩΝ ΚΙΓΚΛΙΔΩΜΑΤΩΝ ΤΗΣ ΑΠΘ. Τό Ἀριστοτέλειο Πανεπιστήμιο Θεσσαλονίκης προκηρύσσει μειοδοτικό διαγωνισμό γιά τήν κατασκευή καί τοποθέτηση σιδερένιων κιγκλιδωμάτων.	[618, 719, 807, 823]
headline-line: μέ στόχο τήν ἀποσυμφόρηση	[40, 183, 419, 223]
subhead: Στήν ἰατρική, σχολή ΝΟΕ, φυσικομαθηματική. Προσφυγή στό συμβούλιο ἐπικρατείας σπουδαστῶν Ε.Ν.	[642, 167, 984, 227]
story-body: ΑΘΗΝΑ, 24.— Ἀποχωρεῖ μετά τήν ὑπηρεσία τοῦ στήν τηλεόραση Θεσσαλονίκης ὁ κ. Κουίκ, πού ἀναλαμβάνει νέα καθήκοντα.	[1013, 662, 1193, 727]
story-body: Ὁ Σύνδεσμος Ἐξαγωγέων Βορείου Ἑλλάδος σέ ἀνακοίνωσή του τονίζει ὅτι συνεχίζεται ἡ τακτική τῆς ἀνίσου μεταχειρίσεως τῶν ἐπιχειρήσεων τῆς Βορείου Ἑλλάδος στόν τομέα τῆς ἐκδόσεως ἀδειῶν εἰσαγωγῆς.	[1205, 466, 1579, 518]
article-body: Ὁ Δ. Χατζημάρκος ἦταν ἀπό τούς ἱδρυτές τοῦ θεάτρου καί εἶχε ἀναδειχθεῖ σέ μία ἀπό τίς πιό χαρακτηριστικές φυσιογνωμίες τῆς ἑλληνικῆς σκηνῆς.	[1205, 333, 1388, 411]
category-item: Κατηγορία 4η: Χημικές βιομηχανίες. (Γιά μία θέση)	[618, 1440, 906, 1453]
ad-line: ΘΕΣΣΑΛΟΝΙΚΗ	[482, 1492, 555, 1503]
page-number-badge	[40, 46, 419, 90]
kicker: Ἡ σπουδάζουσα νεολαία	[705, 46, 921, 66]
category-item: Κατηγορία 6η: Φάρμακα, ἰατρικά εἴδη. (Γιά μία θέση)	[618, 1261, 918, 1274]
story-headline: ΤΑΚΤΙΚΗ ΠΛΗΡΩΣΗ ΚΕΝΩΝ ΟΡΓΑΝΙΚΩΝ ΙΑΤΡΙΚΩΝ ΘΕΣΕΩΝ ΣΤΟ ΓΕΝΙΚΟ ΚΡΑΤΙΚΟ ΝΟΣΟΚΟΜΕΙΟ ΑΛΕΞΑΝΔΡΟΥΠΟΛΕΩΣ	[1217, 581, 1567, 607]
logo-text: DUNLOP	[1346, 1996, 1464, 2027]
ad-title: ΑΥΞΗΣΗ ΤΟΥ ΜΕΤΟΧΙΚΟΥ ΚΕΦΑΛΑΙΟΥ	[61, 838, 398, 858]
story-headline: 411.000.000 ΔΡΑΧΜ. ΓΙΑ ΑΠΟΖΗΜΙΩΣΕΙΣ ΠΛΗΓΕΝΤΩΝ ΑΓΡΟΤΩΝ	[1025, 506, 1181, 544]
kicker: Ἀπό καρδιακή προσβολή	[1287, 46, 1497, 66]
tender-notice: ΒΕΛΤΙΩΣΗ ΚΟΙΝΟΤΙΚΟΥ ΣΦΑΓΕΙΟΥ. Ἡ κοινότητα προκηρύσσει μειοδοτικό διαγωνισμό γιά τήν ἐκτέλεση τοῦ ἔργου βελτίωσης τοῦ κοινοτικοῦ σφαγείου.	[819, 790, 1007, 868]
section-heading: ΔΙΠΛΩΜΑΤΙΚΗ ΙΣΤΟΡΙΑ	[650, 531, 775, 543]
section-heading: Α' ΕΜΠΟΡΙΚΟ ΤΜΗΜΑ:	[618, 1164, 739, 1176]
ad-line: Καταστήματα καί Γραφεῖα (ἀπολυμένοι) πολυτελοῦς κατασκευῆς ἐπί τῆς ὁδοῦ Ἐρμοῦ 18	[450, 1367, 587, 1411]
dunlop-arrow-icon	[1315, 2002, 1341, 2022]
section-body: Ἐκλογικοί σύλλογοι σπουδαστῶν Ε.Ν. ζητοῦν τήν ἀναγνώριση τῶν πτυχίων τους καί τήν ἐξομοίωση μέ τίς ἀνώτατες σχολές.	[819, 447, 1007, 512]
story-body: ΑΘΗΝΑ, 24.— Μέ ἀπόφαση τοῦ ὑπουργοῦ ἐμπορικῆς ναυτιλίας κ. Κεφαλογιάννη καθορίζεται τό ὕψος τῶν ἐπιδομάτων πού θά καταβάλλει ὁ «Οἶκος Ναύτου» γιά τό 1978.	[1013, 422, 1193, 500]
category-item: Κατηγορία 3η: Βαμβακερά, μάλλινα, ὑφάσματα. (Γιά δύο θέσεις)	[618, 1213, 982, 1226]
story-body: ΑΘΗΝΑ, 24.— Ὁ πρόεδρος καί τά μέλη τοῦ διοικητικοῦ συμβουλίου τοῦ ἰατρικοῦ συλλόγου Ἀθηνῶν προσέφυγαν στό Συμβούλιο τῆς Ἐπικρατείας κατά τῆς ἀποφάσεως τοῦ νομάρχη.	[431, 368, 605, 459]
phone-row	[1013, 905, 1193, 917]
column-rule	[1007, 40, 1008, 2304]
main-headline	[40, 115, 419, 223]
